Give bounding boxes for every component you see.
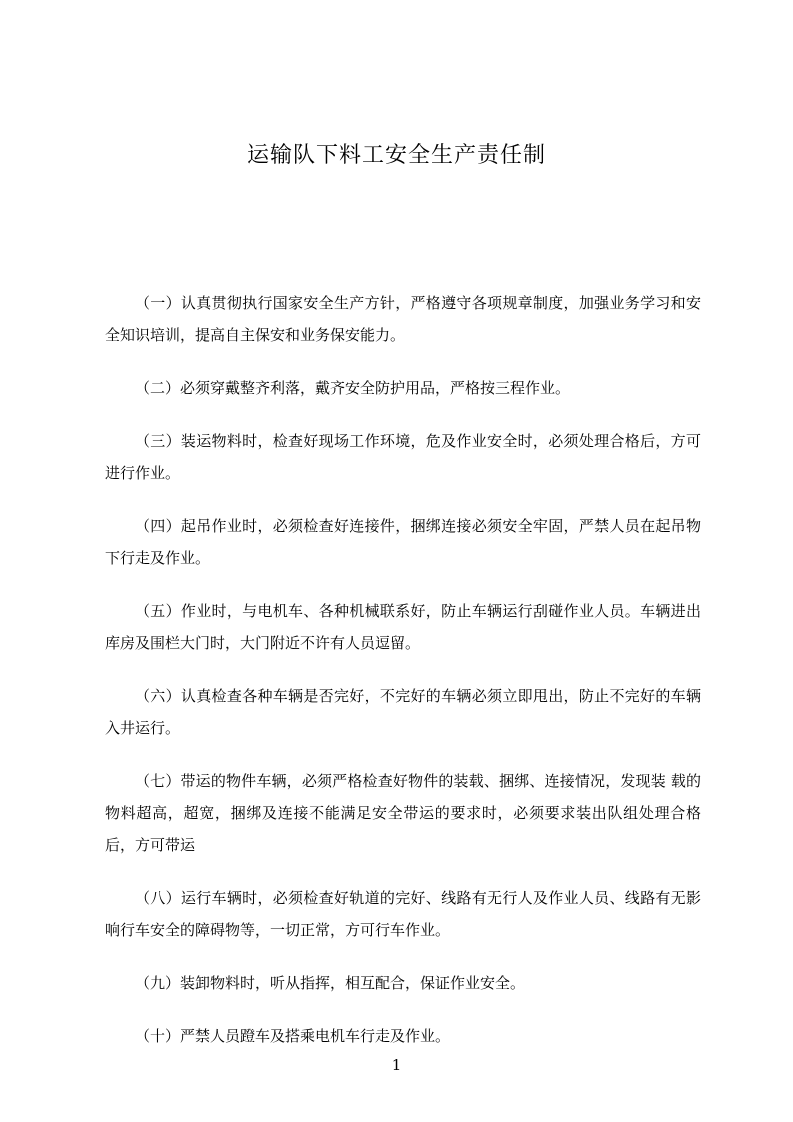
clause-8: （八）运行车辆时，必须检查好轨道的完好、线路有无行人及作业人员、线路有无影响行车安全的障碍物等，一切正常，方可行车作业。 [105, 889, 701, 939]
clause-5: （五）作业时，与电机车、各种机械联系好，防止车辆运行刮碰作业人员。车辆进出库房及围栏大门时，大门附近不许有人员逗留。 [105, 602, 701, 652]
clause-9: （九）装卸物料时，听从指挥，相互配合，保证作业安全。 [135, 974, 526, 992]
page-number: 1 [391, 1056, 402, 1074]
clause-list [105, 287, 701, 1073]
clause-6: （六）认真检查各种车辆是否完好，不完好的车辆必须立即甩出，防止不完好的车辆入井运行。 [105, 687, 701, 737]
clause-7: （七）带运的物件车辆，必须严格检查好物件的装载、捆绑、连接情况，发现装 载的物料超高，超宽，捆绑及连接不能满足安全带运的要求时，必须要求装出队组处理合格后，方可带运 [105, 772, 701, 854]
clause-4: （四）起吊作业时，必须检查好连接件，捆绑连接必须安全牢固，严禁人员在起吊物下行走及作业。 [105, 517, 701, 567]
clause-3: （三）装运物料时，检查好现场工作环境，危及作业安全时，必须处理合格后，方可进行作业。 [105, 432, 701, 482]
clause-1: （一）认真贯彻执行国家安全生产方针，严格遵守各项规章制度，加强业务学习和安全知识培训，提高自主保安和业务保安能力。 [105, 294, 701, 344]
document-title: 运输队下料工安全生产责任制 [246, 143, 546, 168]
clause-10: （十）严禁人员蹬车及搭乘电机车行走及作业。 [135, 1027, 451, 1045]
clause-2: （二）必须穿戴整齐利落，戴齐安全防护用品，严格按三程作业。 [135, 379, 571, 397]
